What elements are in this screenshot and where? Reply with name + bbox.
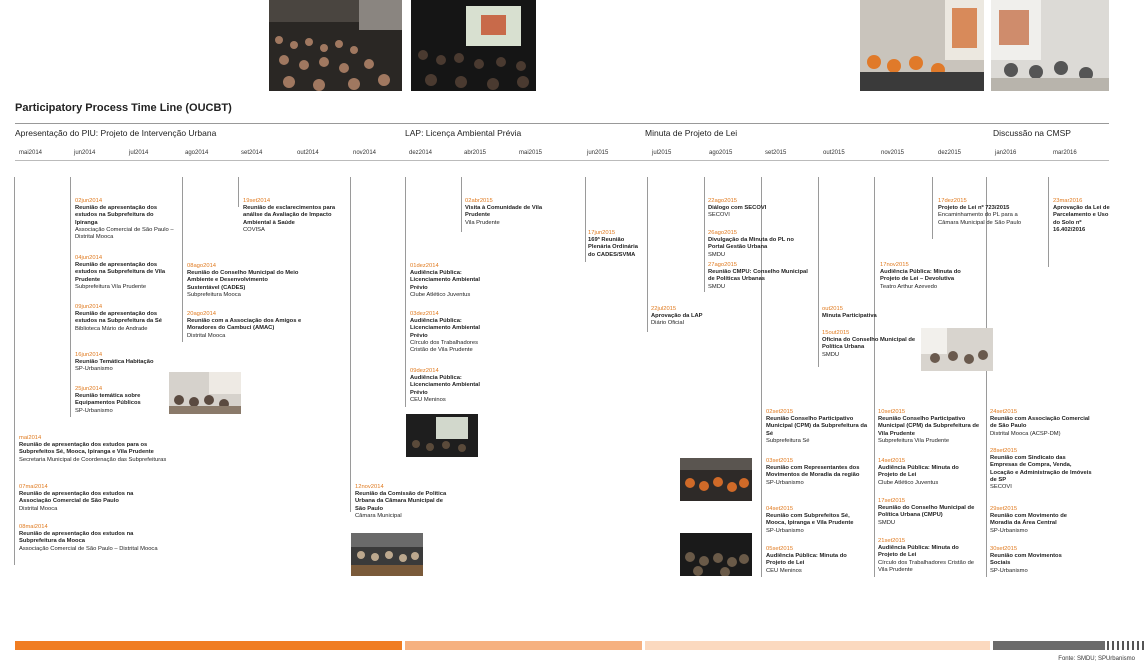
timeline-column — [70, 177, 71, 417]
source-note: Fonte: SMDU; SPUrbanismo — [1058, 656, 1135, 662]
month-label: jul2015 — [652, 150, 672, 156]
month-label: mar2016 — [1053, 150, 1077, 156]
timeline-event: 02set2015 Reunião Conselho Participativo Municipal (CPM) da Subprefeitura da Sé Subprefeitura Sé — [766, 409, 868, 444]
timeline-event: 01dez2014 Audiência Pública: Licenciamento Ambiental Prévio Clube Atlético Juventus — [410, 263, 481, 298]
month-label: set2015 — [765, 150, 787, 156]
timeline-column — [818, 177, 819, 367]
timeline-event: 22ago2015 Diálogo com SECOVI SECOVI — [708, 198, 767, 219]
timeline-event: 09dez2014 Audiência Pública: Licenciamento Ambiental Prévio CEU Meninos — [410, 368, 481, 403]
photo-movement-meeting — [680, 458, 752, 501]
phase-bar-minuta — [645, 641, 990, 650]
month-label: abr2015 — [464, 150, 487, 156]
month-label: dez2014 — [409, 150, 433, 156]
timeline-column — [647, 177, 648, 332]
timeline-event: 20ago2014 Reunião com a Associação dos Amigos e Moradores do Cambuci (AMAC) Distrital Mooca — [187, 311, 302, 339]
month-label: ago2015 — [709, 150, 733, 156]
timeline-event: 09jun2014 Reunião de apresentação dos estudos na Subprefeitura da Sé Biblioteca Mário de Andrade — [75, 304, 162, 332]
timeline-event: 02jun2014 Reunião de apresentação dos estudos na Subprefeitura do Ipiranga Associação Comercial de São Paulo – Distrital Mooca — [75, 198, 174, 241]
timeline-event: 24set2015 Reunião com Associação Comercial de São Paulo Distrital Mooca (ACSP-DM) — [990, 409, 1090, 437]
month-label: mai2015 — [519, 150, 543, 156]
timeline-event: 03dez2014 Audiência Pública: Licenciamento Ambiental Prévio Círculo dos Trabalhadores Cristão de Vila Prudente — [410, 311, 481, 354]
month-label: jun2015 — [587, 150, 609, 156]
month-label: dez2015 — [938, 150, 962, 156]
month-label: out2014 — [297, 150, 319, 156]
month-label: nov2015 — [881, 150, 905, 156]
timeline-event: 04set2015 Reunião com Subprefeitos Sé, Mooca, Ipiranga e Vila Prudente SP-Urbanismo — [766, 506, 854, 534]
photo-workshop — [921, 328, 993, 371]
timeline-event: 29set2015 Reunião com Movimento de Moradia da Área Central SP-Urbanismo — [990, 506, 1067, 534]
month-label: ago2014 — [185, 150, 209, 156]
phase-minuta: Minuta de Projeto de Lei — [645, 128, 738, 138]
timeline-column — [874, 177, 875, 577]
timeline-event: 17set2015 Reunião do Conselho Municipal de Política Urbana (CMPU) SMDU — [878, 498, 975, 526]
timeline-event: 12nov2014 Reunião da Comissão de Política Urbana da Câmara Municipal de São Paulo Câmara Municipal — [355, 484, 447, 519]
timeline-event: 17jun2015 169ª Reunião Plenária Ordinária do CADES/SVMA — [588, 230, 638, 258]
timeline-column — [461, 177, 462, 232]
timeline-event: 02abr2015 Visita à Comunidade de Vila Prudente Vila Prudente — [465, 198, 543, 226]
timeline-column — [1048, 177, 1049, 267]
month-label: jan2016 — [995, 150, 1017, 156]
phase-bar-cmsp — [993, 641, 1105, 650]
month-label: out2015 — [823, 150, 845, 156]
photo-chamber — [351, 533, 423, 576]
timeline-column — [932, 177, 933, 239]
timeline-event: 08mai2014 Reunião de apresentação dos estudos na Subprefeitura da Mooca Associação Comercial de São Paulo – Distrital Mooca — [19, 524, 158, 552]
photo-meeting-1 — [860, 0, 984, 91]
timeline-event: 03set2015 Reunião com Representantes dos Movimentos de Moradia da região SP-Urbanismo — [766, 458, 860, 486]
month-label: jul2014 — [129, 150, 149, 156]
timeline-column — [350, 177, 351, 512]
timeline-event: 26ago2015 Divulgação da Minuta do PL no Portal Gestão Urbana SMDU — [708, 230, 794, 258]
photo-auditorium-1 — [269, 0, 402, 91]
timeline-column — [405, 177, 406, 407]
timeline-column — [986, 177, 987, 577]
photo-auditorium-2 — [411, 0, 536, 91]
timeline-event: 22jul2015 Aprovação da LAP Diário Oficial — [651, 306, 703, 327]
timeline-event: 05set2015 Audiência Pública: Minuta do Projeto de Lei CEU Meninos — [766, 546, 847, 574]
timeline-event: 25jun2014 Reunião temática sobre Equipamentos Públicos SP-Urbanismo — [75, 386, 141, 414]
phase-piu: Apresentação do PIU: Projeto de Intervenção Urbana — [15, 128, 217, 138]
timeline-event: 17dez2015 Projeto de Lei nº 723/2015 Encaminhamento do PL para a Câmara Municipal de São Paulo — [938, 198, 1022, 226]
phase-bar-continuation — [1107, 641, 1145, 650]
phase-cmsp: Discussão na CMSP — [993, 128, 1071, 138]
photo-meeting-3 — [169, 372, 241, 414]
timeline-column — [238, 177, 239, 207]
timeline-column — [585, 177, 586, 262]
timeline-event: 23mar2016 Aprovação da Lei de Parcelamento e Uso do Solo nº 16.402/2016 — [1053, 198, 1110, 233]
timeline-event: 07mai2014 Reunião de apresentação dos estudos na Associação Comercial de São Paulo Distrital Mooca — [19, 484, 134, 512]
photo-audience — [406, 414, 478, 457]
timeline-event: mai2014 Reunião de apresentação dos estudos para os Subprefeitos Sé, Mooca, Ipiranga e Vila Prudente Secretaria Municipal de Coordenação das Subprefeituras — [19, 435, 167, 463]
phase-bar-piu — [15, 641, 402, 650]
month-label: nov2014 — [353, 150, 377, 156]
timeline-event: 10set2015 Reunião Conselho Participativo Municipal (CPM) da Subprefeitura de Vila Prudente Subprefeitura Vila Prudente — [878, 409, 980, 444]
timeline-event: 15out2015 Oficina do Conselho Municipal de Política Urbana SMDU — [822, 330, 916, 358]
timeline-event: 30set2015 Reunião com Movimentos Sociais SP-Urbanismo — [990, 546, 1062, 574]
timeline-column — [182, 177, 183, 342]
timeline-event: 17nov2015 Audiência Pública: Minuta do Projeto de Lei – Devolutiva Teatro Arthur Azevedo — [880, 262, 961, 290]
timeline-event: 27ago2015 Reunião CMPU: Conselho Municipal de Políticas Urbanas SMDU — [708, 262, 808, 290]
month-divider — [15, 160, 1109, 161]
month-label: mai2014 — [19, 150, 43, 156]
photo-audience-2 — [680, 533, 752, 576]
timeline-event: out2015 Minuta Participativa — [822, 306, 877, 320]
phase-divider — [15, 123, 1109, 124]
timeline-column — [704, 177, 705, 292]
timeline-event: 28set2015 Reunião com Sindicato das Empresas de Compra, Venda, Locação e Administração de Imóveis de SP SECOVI — [990, 448, 1092, 491]
phase-lap: LAP: Licença Ambiental Prévia — [405, 128, 522, 138]
photo-meeting-2 — [991, 0, 1109, 91]
month-label: jun2014 — [74, 150, 96, 156]
timeline-event: 08ago2014 Reunião do Conselho Municipal do Meio Ambiente e Desenvolvimento Sustentável (CADES) Subprefeitura Mooca — [187, 263, 299, 298]
timeline-event: 16jun2014 Reunião Temática Habitação SP-Urbanismo — [75, 352, 154, 373]
month-label: set2014 — [241, 150, 263, 156]
timeline-event: 21set2015 Audiência Pública: Minuta do Projeto de Lei Círculo dos Trabalhadores Cristão de Vila Prudente — [878, 538, 975, 573]
timeline-event: 19set2014 Reunião de esclarecimentos para análise da Avaliação de Impacto Ambiental à Saúde COVISA — [243, 198, 336, 233]
phase-bar-lap — [405, 641, 642, 650]
timeline-event: 04jun2014 Reunião de apresentação dos estudos na Subprefeitura de Vila Prudente Subprefeitura Vila Prudente — [75, 255, 166, 290]
timeline-column — [14, 177, 15, 565]
page-title: Participatory Process Time Line (OUCBT) — [15, 102, 232, 114]
timeline-event: 14set2015 Audiência Pública: Minuta do Projeto de Lei Clube Atlético Juventus — [878, 458, 959, 486]
